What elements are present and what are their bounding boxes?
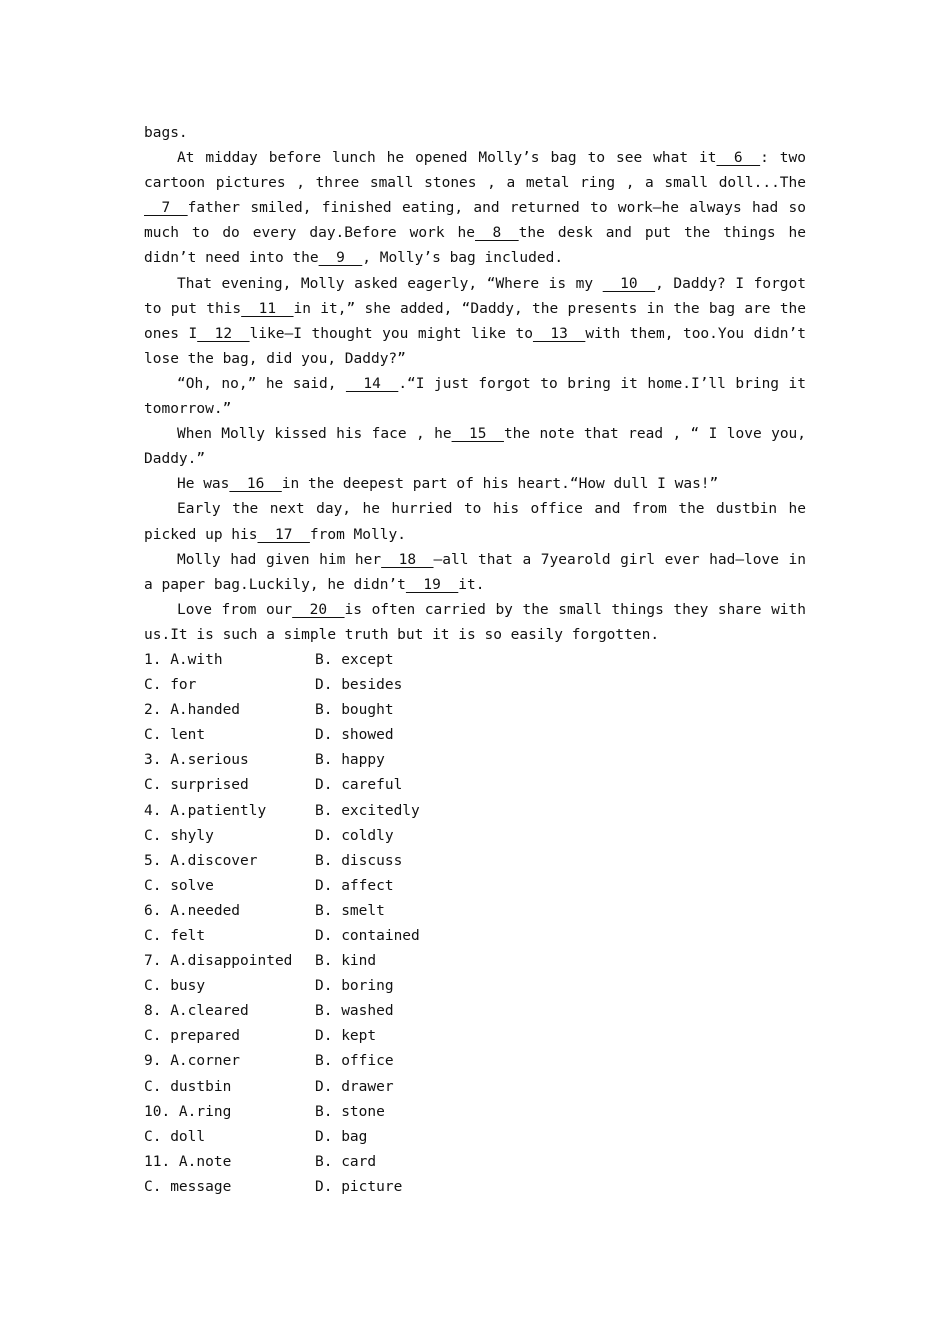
option-row: [144, 748, 806, 773]
passage-text: Early the next day, he hurried to his office and from the dustbin he picked up his: [144, 501, 815, 543]
option-left: 10. A.ring: [144, 1103, 232, 1120]
passage-text: the note that read , “ I love you, Daddy.”: [144, 426, 815, 468]
option-right: D. showed: [315, 727, 394, 744]
passage-text: He was: [177, 476, 230, 493]
option-right: B. excitedly: [315, 802, 420, 819]
passage-text: the desk and put the things he didn’t need into the: [144, 225, 815, 267]
passage-text: : two cartoon pictures , three small stones , a metal ring , a small doll...The: [144, 150, 815, 192]
option-row: [144, 899, 806, 924]
passage-paragraph: [144, 146, 815, 271]
option-right: B. smelt: [315, 902, 385, 919]
passage-paragraph: [144, 598, 815, 648]
passage-text: At midday before lunch he opened Molly’s bag to see what it: [177, 150, 717, 167]
passage-text: father smiled, finished eating, and returned to work—he always had so much to do every day.Before work he: [144, 200, 815, 242]
option-row: [144, 1175, 806, 1200]
option-right: B. except: [315, 651, 394, 668]
answer-blank: 11: [241, 300, 294, 317]
option-row: [144, 673, 806, 698]
option-left: 4. A.patiently: [144, 802, 267, 819]
option-right: D. affect: [315, 877, 394, 894]
answer-blank: 10: [602, 275, 656, 292]
passage-text: , Molly’s bag included.: [362, 250, 564, 267]
option-row: [144, 1049, 806, 1074]
passage-text: with them, too.You didn’t lose the bag, did you, Daddy?”: [144, 325, 815, 367]
option-row: [144, 924, 806, 949]
option-left: C. doll: [144, 1128, 206, 1145]
passage-text: That evening, Molly asked eagerly, “Where is my: [177, 275, 603, 292]
option-row: [144, 773, 806, 798]
answer-blank: 6: [716, 150, 761, 167]
option-left: 6. A.needed: [144, 902, 241, 919]
passage-text: , Daddy? I forgot to put this: [144, 275, 815, 317]
option-right: B. bought: [315, 702, 394, 719]
option-left: C. for: [144, 677, 197, 694]
answer-blank: 18: [381, 551, 434, 568]
passage-paragraph: [144, 472, 806, 497]
option-row: [144, 1150, 806, 1175]
option-left: 5. A.discover: [144, 852, 258, 869]
answer-blank: 16: [229, 476, 282, 493]
passage-text: “Oh, no,” he said,: [177, 375, 346, 392]
option-left: C. busy: [144, 978, 206, 995]
option-left: C. prepared: [144, 1028, 241, 1045]
option-left: 11. A.note: [144, 1153, 232, 1170]
option-right: D. coldly: [315, 827, 394, 844]
option-right: B. happy: [315, 752, 385, 769]
option-right: B. office: [315, 1053, 394, 1070]
option-right: D. boring: [315, 978, 394, 995]
option-row: [144, 1024, 806, 1049]
answer-blank: 20: [292, 601, 345, 618]
option-row: [144, 648, 806, 673]
option-right: D. careful: [315, 777, 403, 794]
passage-text: is often carried by the small things they share with us.It is such a simple truth but it is so easily forgotten.: [144, 601, 815, 643]
option-row: [144, 1075, 806, 1100]
passage-text: When Molly kissed his face , he: [177, 426, 452, 443]
option-right: D. besides: [315, 677, 403, 694]
option-left: C. message: [144, 1178, 232, 1195]
option-left: 3. A.serious: [144, 752, 249, 769]
passage-text: in the deepest part of his heart.“How dull I was!”: [281, 476, 719, 493]
option-left: 2. A.handed: [144, 702, 241, 719]
option-left: C. shyly: [144, 827, 214, 844]
option-left: C. lent: [144, 727, 206, 744]
option-right: D. picture: [315, 1178, 403, 1195]
passage-paragraph: [144, 548, 815, 598]
passage-text: .“I just forgot to bring it home.I’ll bring it tomorrow.”: [144, 375, 815, 418]
option-row: [144, 1125, 806, 1150]
answer-blank: 8: [475, 225, 519, 242]
option-left: C. dustbin: [144, 1078, 232, 1095]
option-right: D. contained: [315, 928, 420, 944]
option-left: 8. A.cleared: [144, 1003, 249, 1020]
option-left: C. felt: [144, 928, 206, 944]
option-left: C. solve: [144, 877, 214, 894]
answer-blank: 19: [405, 576, 459, 593]
passage-paragraph: [144, 497, 815, 547]
option-left: 7. A.disappointed: [144, 953, 293, 970]
option-row: [144, 799, 806, 824]
option-right: B. discuss: [315, 852, 403, 869]
answer-blank: 13: [532, 325, 586, 342]
option-right: D. kept: [315, 1028, 377, 1045]
passage-paragraph: [144, 422, 815, 472]
option-right: D. drawer: [315, 1078, 394, 1095]
option-left: 9. A.corner: [144, 1053, 241, 1070]
option-row: [144, 723, 806, 748]
option-row: [144, 974, 806, 999]
passage-text: from Molly.: [309, 526, 406, 543]
passage-text: Love from our: [177, 601, 293, 618]
option-row: [144, 874, 806, 899]
option-row: [144, 1100, 806, 1125]
passage-text: in it,” she added, “Daddy, the presents in the bag are the ones I: [144, 300, 815, 342]
option-row: [144, 824, 806, 849]
option-right: B. kind: [315, 953, 377, 970]
passage-text: bags.: [144, 125, 188, 141]
option-row: [144, 849, 806, 874]
answer-options: [144, 648, 806, 1200]
option-right: B. washed: [315, 1003, 394, 1020]
answer-blank: 14: [345, 375, 399, 392]
option-right: B. stone: [315, 1103, 385, 1120]
answer-blank: 15: [451, 426, 504, 443]
answer-blank: 7: [144, 200, 188, 217]
option-row: [144, 949, 806, 974]
document-page: [144, 121, 815, 1200]
passage-paragraph: [144, 121, 806, 146]
passage-text: Molly had given him her: [177, 551, 382, 568]
passage-text: —all that a 7yearold girl ever had—love in a paper bag.Luckily, he didn’t: [144, 551, 815, 593]
answer-blank: 12: [197, 325, 250, 342]
passage-text: it.: [458, 576, 485, 593]
answer-blank: 9: [318, 250, 363, 267]
option-right: D. bag: [315, 1128, 368, 1145]
passage-paragraph: [144, 372, 815, 422]
passage-text: like—I thought you might like to: [249, 325, 533, 342]
option-right: B. card: [315, 1153, 377, 1170]
option-row: [144, 999, 806, 1024]
passage: [144, 121, 815, 648]
option-left: C. surprised: [144, 777, 249, 794]
answer-blank: 17: [257, 526, 310, 543]
passage-paragraph: [144, 272, 815, 372]
option-row: [144, 698, 806, 723]
option-left: 1. A.with: [144, 651, 223, 668]
